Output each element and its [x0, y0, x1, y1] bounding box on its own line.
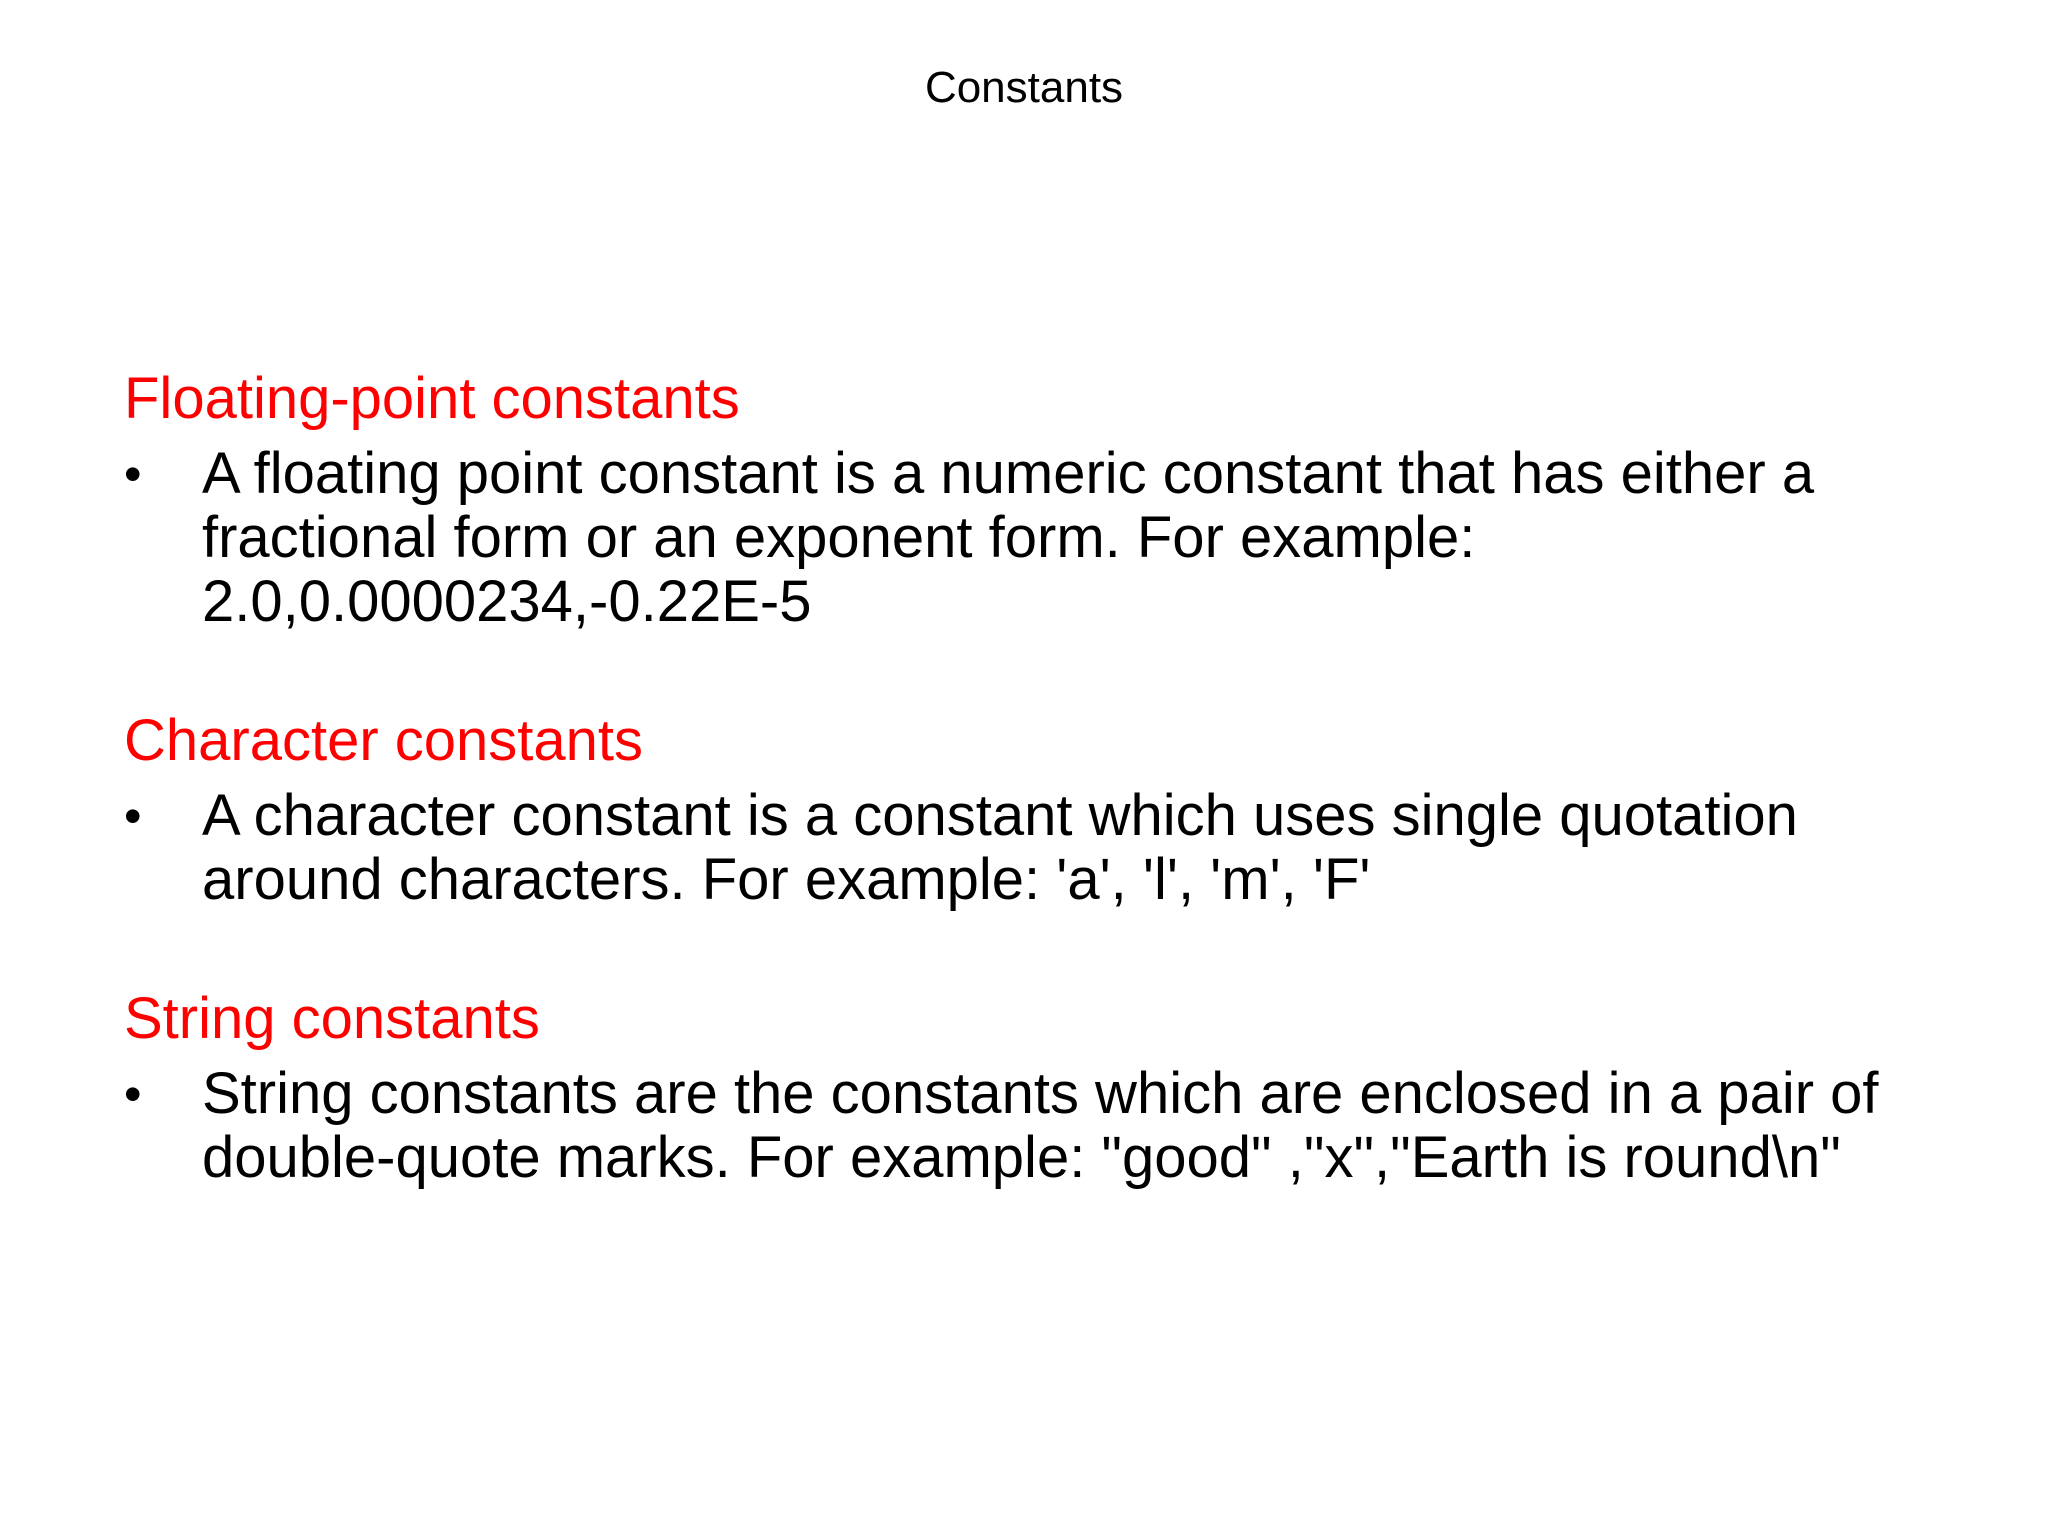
section-heading: Character constants [124, 708, 644, 773]
section-heading: Floating-point constants [124, 366, 740, 431]
bullet-icon: • [124, 788, 142, 844]
bullet-item [124, 442, 1944, 634]
bullet-text: String constants are the constants which are enclosed in a pair of double-quote marks. For example: "good" ,"x","Earth is round\n" [202, 1061, 1879, 1190]
bullet-item [124, 784, 1944, 912]
bullet-item [124, 1062, 1944, 1190]
section-heading: String constants [124, 986, 540, 1051]
bullet-text: A character constant is a constant which uses single quotation around characters. For example: 'a', 'l', 'm', 'F' [202, 783, 1798, 912]
section-character [124, 708, 1944, 912]
bullet-icon: • [124, 1066, 142, 1122]
section-floating-point [124, 366, 1944, 634]
slide-content [124, 366, 1944, 1190]
bullet-text: A floating point constant is a numeric constant that has either a fractional form or an exponent form. For example: 2.0,0.0000234,-0.22E-5 [202, 441, 1815, 634]
bullet-icon: • [124, 446, 142, 502]
slide-title: Constants [924, 63, 1124, 112]
section-string [124, 986, 1944, 1190]
